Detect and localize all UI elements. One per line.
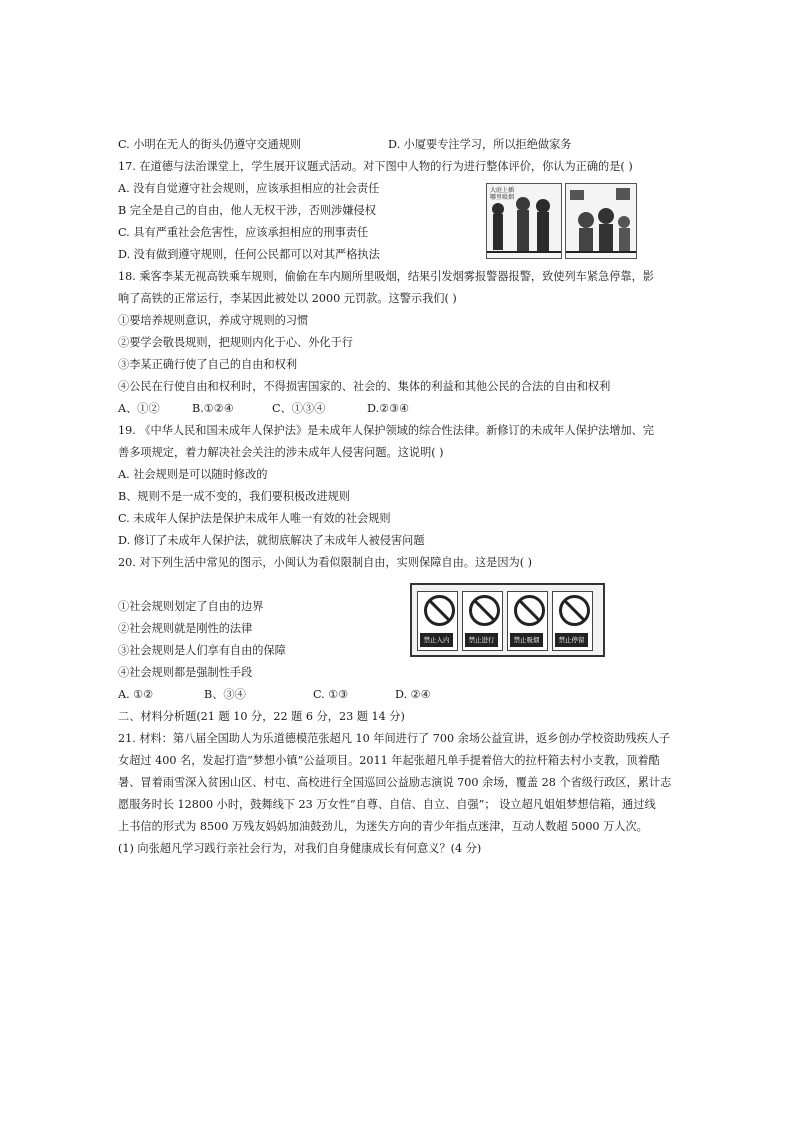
no-entry-sign — [417, 591, 458, 651]
q20-statement-2: ②社会规则就是刚性的法律 — [118, 622, 253, 635]
q17-option-c: C. 具有严重社会危害性，应该承担相应的刑事责任 — [118, 226, 369, 239]
no-walking-sign — [462, 591, 503, 651]
no-stopping-sign — [552, 591, 593, 651]
q18-statement-3: ③李某正确行使了自己的自由和权利 — [118, 358, 298, 371]
q19-option-c: C. 未成年人保护法是保护未成年人唯一有效的社会规则 — [118, 512, 391, 525]
q21-material-line4: 愿服务时长 12800 小时，鼓舞线下 23 万女性“自尊、自信、自立、自强”； 设立超凡姐姐梦想信箱，通过线 — [118, 798, 656, 811]
q18-choice-d: D.②③④ — [367, 402, 410, 415]
no-entry-label: 禁止入内 — [420, 633, 453, 647]
q20-statement-3: ③社会规则是人们享有自由的保障 — [118, 644, 286, 657]
q16-option-d: D. 小厦要专注学习，所以拒绝做家务 — [388, 138, 572, 151]
q18-stem-line1: 18. 乘客李某无视高铁乘车规则，偷偷在车内厕所里吸烟，结果引发烟雾报警器报警，致使列车紧急停靠，影 — [118, 270, 654, 283]
no-stopping-label: 禁止停留 — [555, 633, 588, 647]
q20-statement-4: ④社会规则都是强制性手段 — [118, 666, 253, 679]
crowd-illustration — [566, 184, 636, 258]
prohibition-circle-icon — [514, 595, 545, 626]
q18-statement-4: ④公民在行使自由和权利时，不得损害国家的、社会的、集体的利益和其他公民的合法的自由和权利 — [118, 380, 611, 393]
no-smoking-label: 禁止吸烟 — [510, 633, 543, 647]
q19-option-d: D. 修订了未成年人保护法，就彻底解决了未成年人被侵害问题 — [118, 534, 425, 547]
q21-subquestion-1: (1) 向张超凡学习践行亲社会行为，对我们自身健康成长有何意义？(4 分) — [118, 842, 482, 855]
q20-statement-1: ①社会规则划定了自由的边界 — [118, 600, 264, 613]
q20-choice-c: C. ①③ — [313, 688, 349, 701]
q16-option-c: C. 小明在无人的街头仍遵守交通规则 — [118, 138, 302, 151]
q17-cartoon-caption: 大庭上插 哪里吸烟 — [490, 187, 515, 201]
q18-choice-c: C、①③④ — [272, 402, 326, 415]
q21-material-line5: 上书信的形式为 8500 万残友妈妈加油鼓劲儿，为迷失方向的青少年指点迷津，互动人数超 5000 万人次。 — [118, 820, 648, 833]
q18-stem-line2: 响了高铁的正常运行，李某因此被处以 2000 元罚款。这警示我们( ) — [118, 292, 457, 305]
section2-heading: 二、材料分析题(21 题 10 分，22 题 6 分，23 题 14 分) — [118, 710, 405, 723]
q20-choice-a: A. ①② — [118, 688, 154, 701]
no-walking-label: 禁止进行 — [465, 633, 498, 647]
q19-stem-line1: 19. 《中华人民和国未成年人保护法》是未成年人保护领域的综合性法律。新修订的未成年人保护法增加、完 — [118, 424, 654, 437]
q21-material-line2: 女超过 400 名，发起打造“梦想小镇”公益项目。2011 年起张超凡单手提着倍大的拉杆箱去村小支教，顶着酷 — [118, 754, 660, 767]
q17-option-b: B 完全是自己的自由，他人无权干涉，否则涉嫌侵权 — [118, 204, 376, 217]
q18-choice-a: A、①② — [118, 402, 160, 415]
q20-choice-d: D. ②④ — [395, 688, 431, 701]
q19-option-a: A. 社会规则是可以随时修改的 — [118, 468, 268, 481]
q19-stem-line2: 善多项规定，着力解决社会关注的涉未成年人侵害问题。这说明( ) — [118, 446, 444, 459]
q17-cartoon-left — [486, 183, 562, 259]
q20-stem: 20. 对下列生活中常见的图示，小闽认为看似限制自由，实则保障自由。这是因为( ) — [118, 556, 533, 569]
q18-statement-1: ①要培养规则意识，养成守规则的习惯 — [118, 314, 309, 327]
q17-option-d: D. 没有做到遵守规则，任何公民都可以对其严格执法 — [118, 248, 380, 261]
q18-choice-b: B.①②④ — [192, 402, 234, 415]
prohibition-circle-icon — [424, 595, 455, 626]
prohibition-signs-board — [410, 583, 605, 657]
q18-statement-2: ②要学会敬畏规则，把规则内化于心、外化于行 — [118, 336, 353, 349]
no-smoking-sign — [507, 591, 548, 651]
q19-option-b: B、规则不是一成不变的，我们要积极改进规则 — [118, 490, 350, 503]
q21-material-line1: 21. 材料：第八届全国助人为乐道德模范张超凡 10 年间进行了 700 余场公益宣讲，返乡创办学校资助残疾人子 — [118, 732, 671, 745]
q17-stem: 17. 在道德与法治课堂上，学生展开议题式活动。对下图中人物的行为进行整体评价，你认为正确的是( ) — [118, 160, 633, 173]
q21-material-line3: 暑、冒着雨雪深入贫困山区、村屯、高校进行全国巡回公益励志演说 700 余场，覆盖 28 个省级行政区，累计志 — [118, 776, 672, 789]
q17-option-a: A. 没有自觉遵守社会规则，应该承担相应的社会责任 — [118, 182, 380, 195]
prohibition-circle-icon — [559, 595, 590, 626]
prohibition-circle-icon — [469, 595, 500, 626]
q17-cartoon-right — [565, 183, 637, 259]
q20-choice-b: B、③④ — [204, 688, 246, 701]
